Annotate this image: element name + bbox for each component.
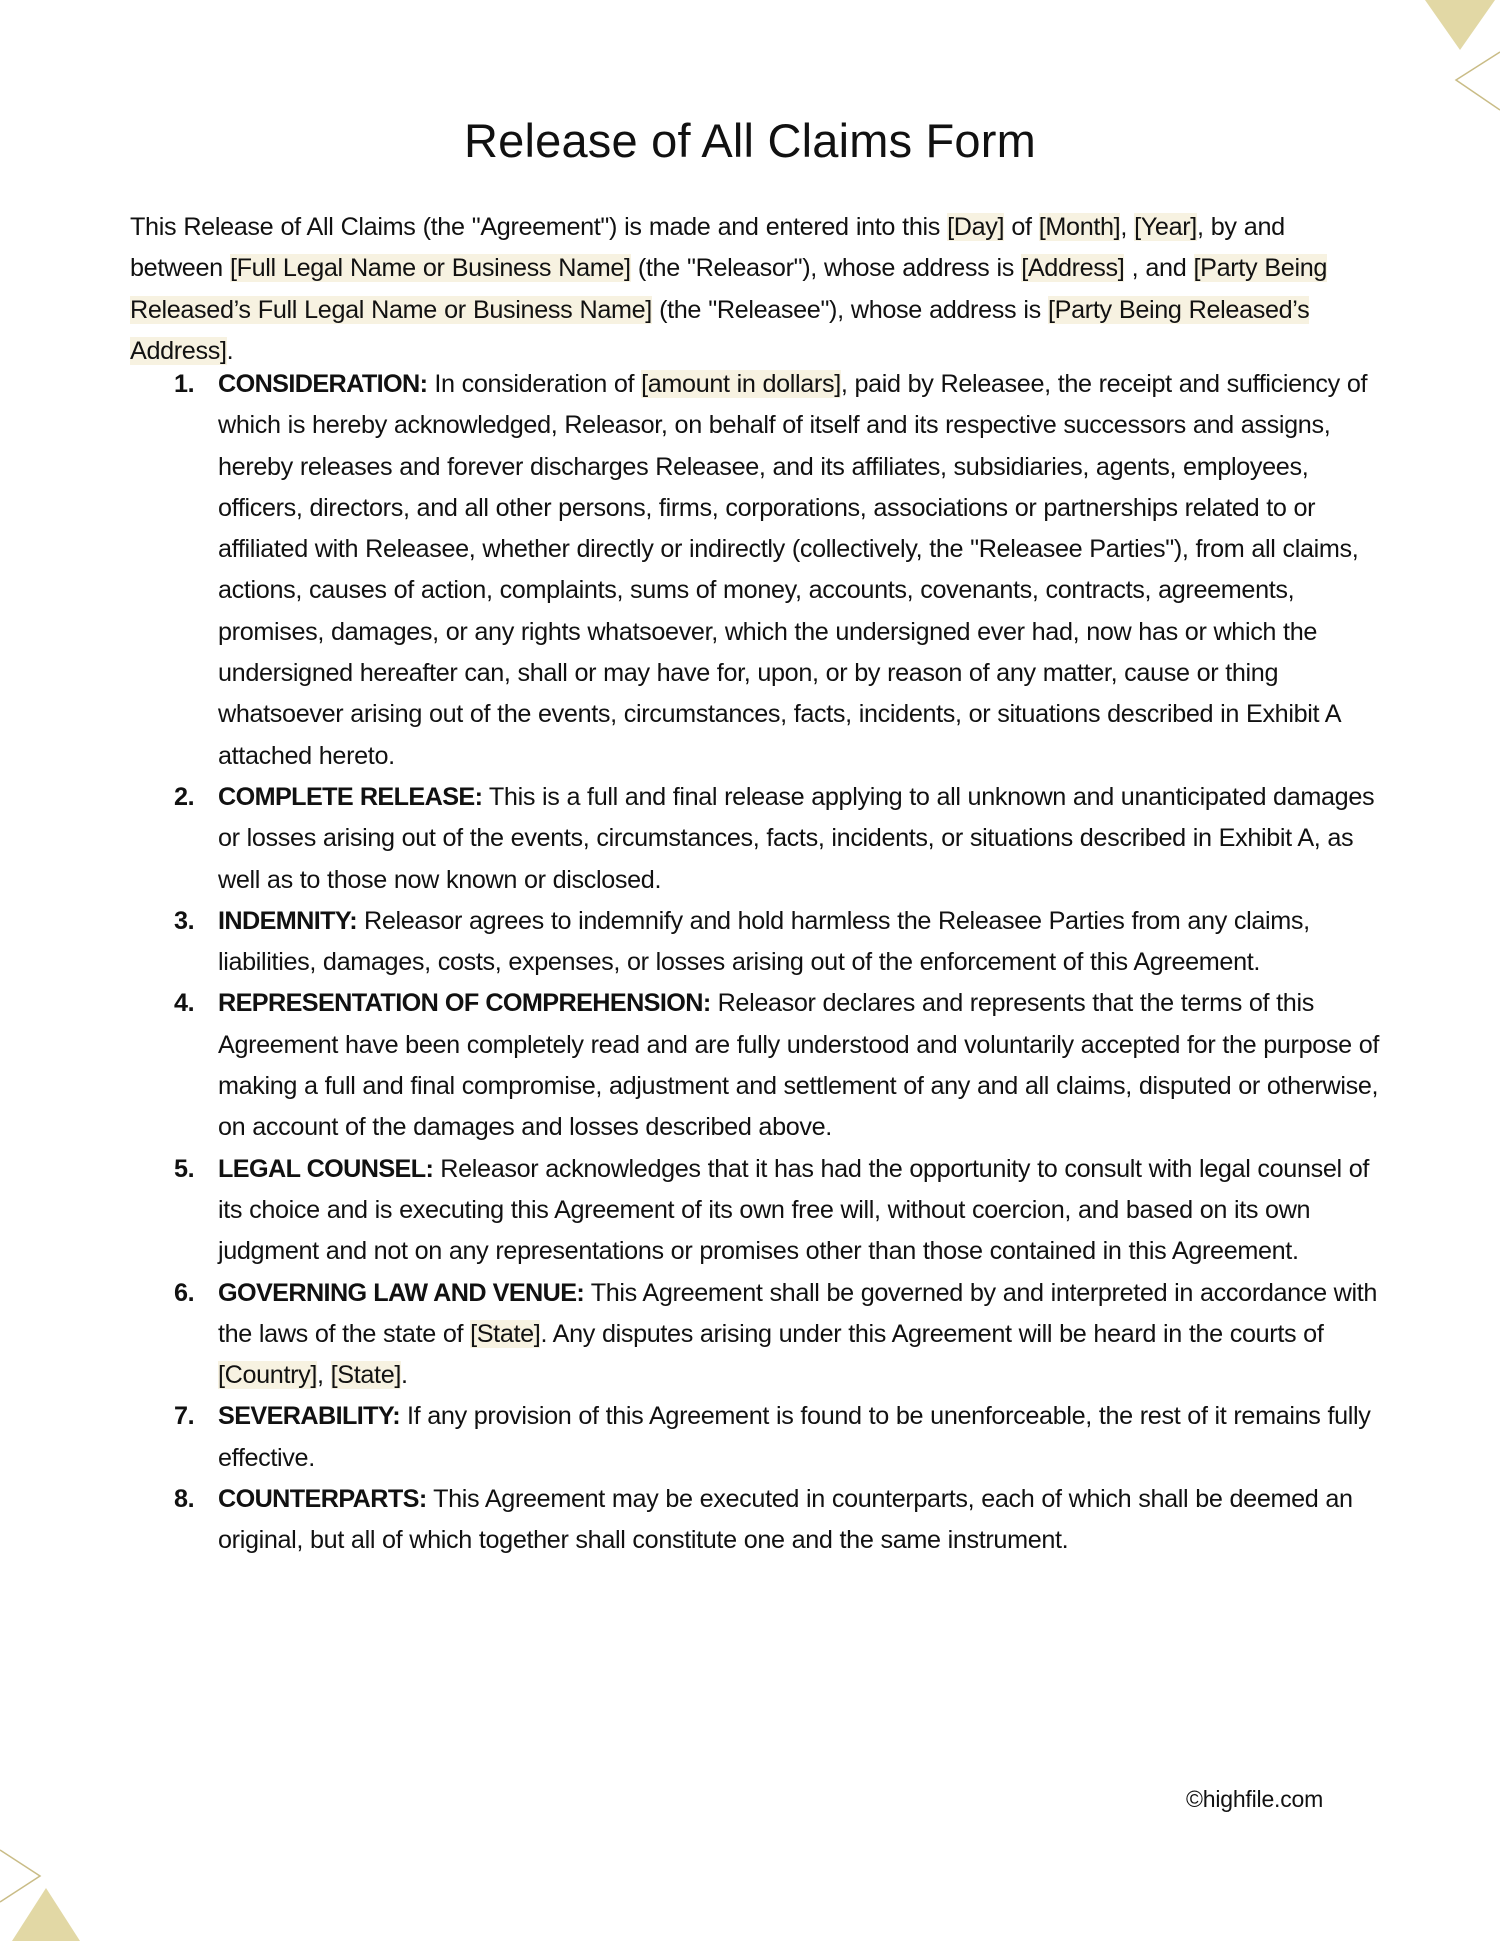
text-run: This Agreement may be executed in counterparts, each of which shall be deemed an original, but all of which together shall constitute one and the same instrument.	[218, 1485, 1353, 1555]
text-run: . Any disputes arising under this Agreement will be heard in the courts of	[540, 1319, 1324, 1348]
text-run: Releasor acknowledges that it has had the opportunity to consult with legal counsel of its choice and is executing this Agreement of its own free will, without coercion, and based on its own judgment and not on any representations or promises other than those contained in this Agreement.	[218, 1154, 1370, 1266]
clause-item	[130, 901, 1380, 984]
clause-number: 7.	[174, 1402, 195, 1431]
clause-item	[130, 777, 1380, 901]
clause-heading: LEGAL COUNSEL:	[218, 1154, 434, 1183]
clause-item	[130, 1479, 1380, 1562]
text-run: , and	[1124, 254, 1194, 283]
copyright-footer: ©highfile.com	[1186, 1786, 1324, 1812]
placeholder-field[interactable]: [State]	[330, 1361, 402, 1390]
clauses-list	[130, 364, 1380, 1562]
text-run: ,	[317, 1361, 331, 1390]
clause-heading: COUNTERPARTS:	[218, 1485, 427, 1514]
clause-item	[130, 983, 1380, 1148]
clause-heading: REPRESENTATION OF COMPREHENSION:	[218, 989, 711, 1018]
text-run: of	[1004, 213, 1039, 242]
text-run: This Agreement shall be governed by and interpreted in accordance with the laws of the state of	[218, 1278, 1378, 1348]
placeholder-field[interactable]: [State]	[470, 1319, 541, 1348]
clause-item	[130, 1396, 1380, 1479]
clause-heading: COMPLETE RELEASE:	[218, 782, 483, 811]
placeholder-field[interactable]: [Full Legal Name or Business Name]	[229, 254, 631, 283]
clause-item	[130, 364, 1380, 777]
placeholder-field[interactable]: [Party Being Released’s Address]	[130, 295, 1310, 366]
text-run: If any provision of this Agreement is found to be unenforceable, the rest of it remains fully effective.	[218, 1402, 1371, 1472]
clause-heading: INDEMNITY:	[218, 906, 358, 935]
clause-number: 5.	[174, 1154, 195, 1183]
clause-item	[130, 1149, 1380, 1273]
text-run: This is a full and final release applying to all unknown and unanticipated damages or losses arising out of the events, circumstances, facts, incidents, or situations described in Exhibit A, as well as to those now known or disclosed.	[218, 782, 1375, 894]
placeholder-field[interactable]: [Month]	[1038, 213, 1121, 242]
placeholder-field[interactable]: [Year]	[1134, 213, 1197, 242]
clause-heading: CONSIDERATION:	[218, 370, 428, 398]
document-title: Release of All Claims Form	[464, 114, 1036, 168]
text-run: This Release of All Claims (the "Agreement") is made and entered into this	[130, 213, 948, 242]
text-run: , paid by Releasee, the receipt and sufficiency of which is hereby acknowledged, Releasor, on behalf of itself and its respective successors and assigns, hereby releases and forever discharges Releasee, and its affiliates, subsidiaries, agents, employees, officers, directors, and all other persons, firms, corporations, associations or partnerships related to or affiliated with Releasee, whether directly or indirectly (collectively, the "Releasee Parties"), from all claims, actions, causes of action, complaints, sums of money, accounts, covenants, contracts, agreements, promises, damages, or any rights whatsoever, which the undersigned ever had, now has or which the undersigned hereafter can, shall or may have for, upon, or by reason of any matter, cause or thing whatsoever arising out of the events, circumstances, facts, incidents, or situations described in Exhibit A attached hereto.	[218, 370, 1368, 770]
placeholder-field[interactable]: [Party Being Released’s Full Legal Name or Business Name]	[130, 254, 1328, 324]
clause-item	[130, 1273, 1380, 1397]
clause-number: 2.	[174, 782, 195, 811]
corner-chevron-top-right-icon	[1450, 48, 1500, 112]
text-run: ,	[1120, 213, 1135, 242]
corner-triangle-bottom-left-icon	[12, 1888, 82, 1941]
clause-number: 6.	[174, 1278, 195, 1307]
text-run: .	[401, 1361, 408, 1390]
text-run: Releasor declares and represents that the terms of this Agreement have been completely read and are fully understood and voluntarily accepted for the purpose of making a full and final compromise, adjustment and settlement of any and all claims, disputed or otherwise, on account of the damages and losses described above.	[218, 989, 1380, 1142]
clause-number: 1.	[174, 370, 195, 398]
clause-number: 4.	[174, 989, 195, 1018]
text-run: (the "Releasee"), whose address is	[651, 295, 1049, 324]
clause-heading: SEVERABILITY:	[218, 1402, 401, 1431]
text-run: (the "Releasor"), whose address is	[630, 254, 1022, 283]
placeholder-field[interactable]: [Country]	[218, 1361, 318, 1390]
text-run: In consideration of	[427, 370, 642, 398]
clause-number: 8.	[174, 1485, 195, 1514]
text-run: .	[226, 337, 234, 366]
text-run: , by and between	[130, 213, 1285, 283]
placeholder-field[interactable]: [amount in dollars]	[641, 370, 841, 398]
text-run: Releasor agrees to indemnify and hold harmless the Releasee Parties from any claims, liabilities, damages, costs, expenses, or losses arising out of the enforcement of this Agreement.	[218, 906, 1310, 977]
placeholder-field[interactable]: [Address]	[1021, 254, 1125, 283]
intro-paragraph	[130, 207, 1370, 372]
clause-number: 3.	[174, 906, 195, 935]
corner-triangle-top-right-icon	[1420, 0, 1500, 52]
placeholder-field[interactable]: [Day]	[947, 213, 1005, 242]
clause-heading: GOVERNING LAW AND VENUE:	[218, 1278, 585, 1307]
